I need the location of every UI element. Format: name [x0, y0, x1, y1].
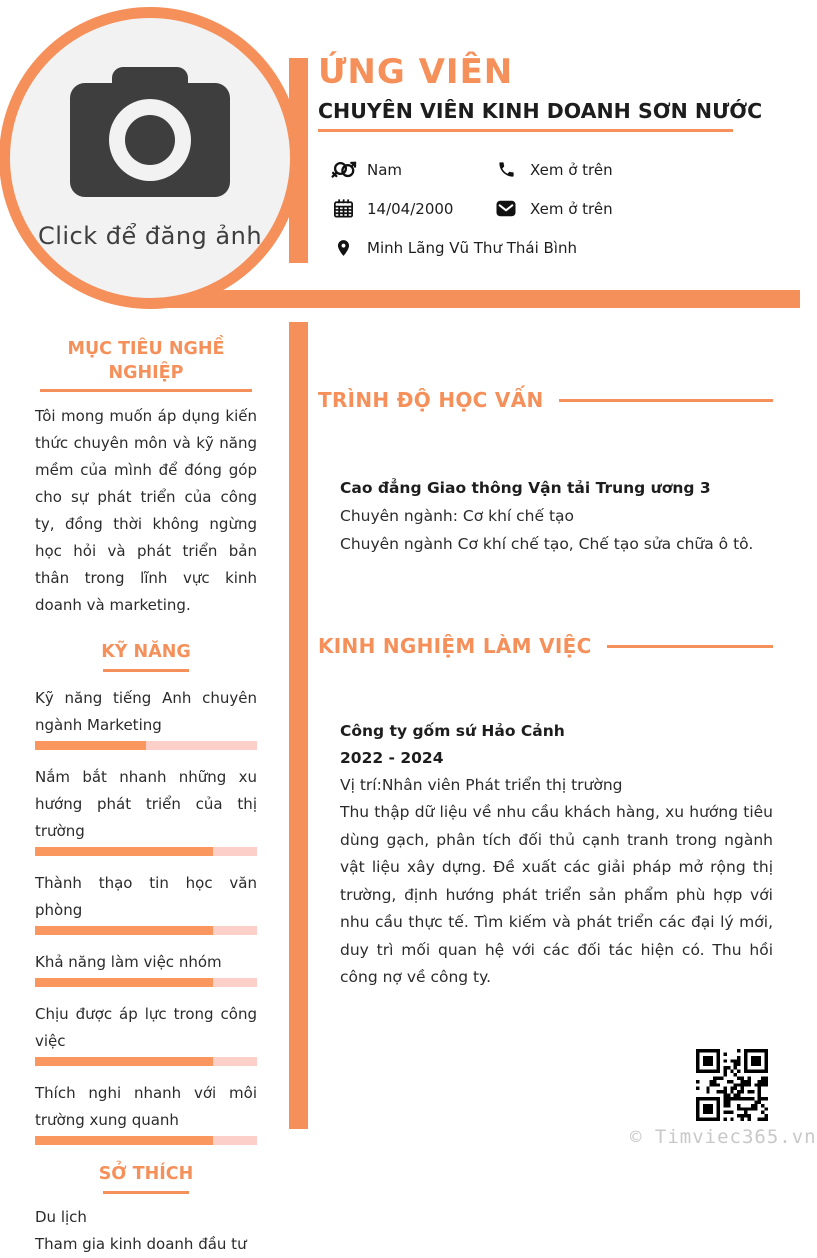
candidate-name: ỨNG VIÊN	[318, 52, 514, 92]
skill-bar-fill	[35, 978, 213, 987]
contact-gender	[330, 158, 493, 181]
experience-heading: KINH NGHIỆM LÀM VIỆC	[318, 634, 592, 658]
skill-bar-fill	[35, 1136, 213, 1145]
skill-label: Thích nghi nhanh với môi trường xung quanh	[35, 1083, 257, 1129]
skill-label: Chịu được áp lực trong công việc	[35, 1004, 257, 1050]
location-icon	[330, 237, 356, 259]
sidebar	[35, 338, 257, 1258]
skill-bar-track	[35, 926, 257, 935]
experience-heading-row	[318, 634, 773, 658]
section-experience	[318, 634, 773, 992]
skill-label: Nắm bắt nhanh những xu hướng phát triển của thị trường	[35, 767, 257, 840]
skill-label: Thành thạo tin học văn phòng	[35, 873, 257, 919]
contact-dob	[330, 197, 493, 220]
education-heading-row	[318, 388, 773, 412]
skill-item	[35, 1001, 257, 1066]
experience-heading-line	[607, 645, 773, 648]
experience-period: 2022 - 2024	[340, 749, 444, 767]
contact-address	[330, 237, 743, 259]
horizontal-band-divider	[140, 290, 800, 308]
gender-icon	[330, 158, 356, 181]
experience-description: Thu thập dữ liệu về nhu cầu khách hàng, xu hướng tiêu dùng gạch, phân tích đối thủ cạnh tranh trong ngành vật liệu xây dựng. Đề xuất các giải pháp mở rộng thị trường, định hướng phát triển sản phẩm phù hợp với nhu cầu thực tế. Tìm kiếm và phát triển các đại lý mới, duy trì mối quan hệ với các đối tác hiện có. Thu hồi công nợ về công ty.	[340, 803, 773, 986]
contact-phone	[493, 160, 743, 179]
education-heading: TRÌNH ĐỘ HỌC VẤN	[318, 388, 544, 412]
gender-value: Nam	[367, 160, 403, 179]
experience-position: Vị trí:Nhân viên Phát triển thị trường	[340, 776, 623, 794]
hobbies-list	[35, 1204, 257, 1258]
hobby-item: Du lịch	[35, 1207, 87, 1226]
skill-label: Khả năng làm việc nhóm	[35, 952, 222, 971]
skill-item	[35, 870, 257, 935]
skill-bar-track	[35, 1057, 257, 1066]
experience-company: Công ty gốm sứ Hảo Cảnh	[340, 722, 565, 740]
header	[318, 52, 778, 132]
skill-bar-track	[35, 978, 257, 987]
education-major: Chuyên ngành: Cơ khí chế tạo	[340, 507, 575, 525]
skill-item	[35, 685, 257, 750]
dob-value: 14/04/2000	[367, 199, 454, 218]
vertical-bar-divider	[289, 322, 308, 1129]
camera-icon	[60, 57, 240, 207]
skill-item	[35, 949, 257, 987]
contact-info	[330, 150, 743, 267]
phone-icon	[493, 160, 519, 179]
section-skills	[35, 641, 257, 1145]
objective-text: Tôi mong muốn áp dụng kiến thức chuyên môn và kỹ năng mềm của mình để đóng góp cho sự phát triển của công ty, đồng thời không ngừng học hỏi và phát triển bản thân trong lĩnh vực kinh doanh và marketing.	[35, 407, 257, 615]
phone-value: Xem ở trên	[530, 160, 613, 179]
envelope-icon	[493, 199, 519, 218]
skill-bar-fill	[35, 1057, 213, 1066]
skill-bar-fill	[35, 847, 213, 856]
objective-heading: MỤC TIÊU NGHỀ NGHIỆP	[67, 339, 225, 383]
hobbies-heading: SỞ THÍCH	[98, 1163, 194, 1184]
skills-underline	[103, 669, 189, 672]
photo-upload-circle[interactable]	[0, 7, 301, 309]
hobby-item: Tham gia kinh doanh đầu tư	[35, 1234, 247, 1253]
qr-code	[696, 1048, 768, 1122]
skill-item	[35, 1080, 257, 1145]
watermark: © Timviec365.vn	[630, 1126, 817, 1148]
skill-bar-fill	[35, 926, 213, 935]
main-content	[318, 388, 773, 992]
experience-entry	[318, 718, 773, 992]
email-value: Xem ở trên	[530, 199, 613, 218]
contact-email	[493, 199, 743, 218]
skill-bar-track	[35, 1136, 257, 1145]
skill-label: Kỹ năng tiếng Anh chuyên ngành Marketing	[35, 688, 257, 734]
section-education	[318, 388, 773, 558]
job-title: CHUYÊN VIÊN KINH DOANH SƠN NƯỚC	[318, 98, 763, 123]
calendar-icon	[330, 197, 356, 220]
education-entry	[318, 474, 773, 558]
objective-underline	[40, 389, 252, 392]
section-objective	[35, 338, 257, 619]
photo-placeholder-label: Click để đăng ảnh	[37, 222, 263, 250]
skills-heading: KỸ NĂNG	[101, 642, 191, 663]
skill-bar-track	[35, 847, 257, 856]
skill-item	[35, 764, 257, 856]
skill-bar-fill	[35, 741, 146, 750]
education-heading-line	[559, 399, 773, 402]
education-detail: Chuyên ngành Cơ khí chế tạo, Chế tạo sửa chữa ô tô.	[340, 535, 754, 553]
skills-list	[35, 685, 257, 1145]
address-value: Minh Lãng Vũ Thư Thái Bình	[367, 238, 577, 257]
hobbies-underline	[103, 1191, 189, 1194]
title-underline	[318, 129, 733, 132]
skill-bar-track	[35, 741, 257, 750]
education-school: Cao đẳng Giao thông Vận tải Trung ương 3	[340, 479, 711, 497]
section-hobbies	[35, 1163, 257, 1258]
